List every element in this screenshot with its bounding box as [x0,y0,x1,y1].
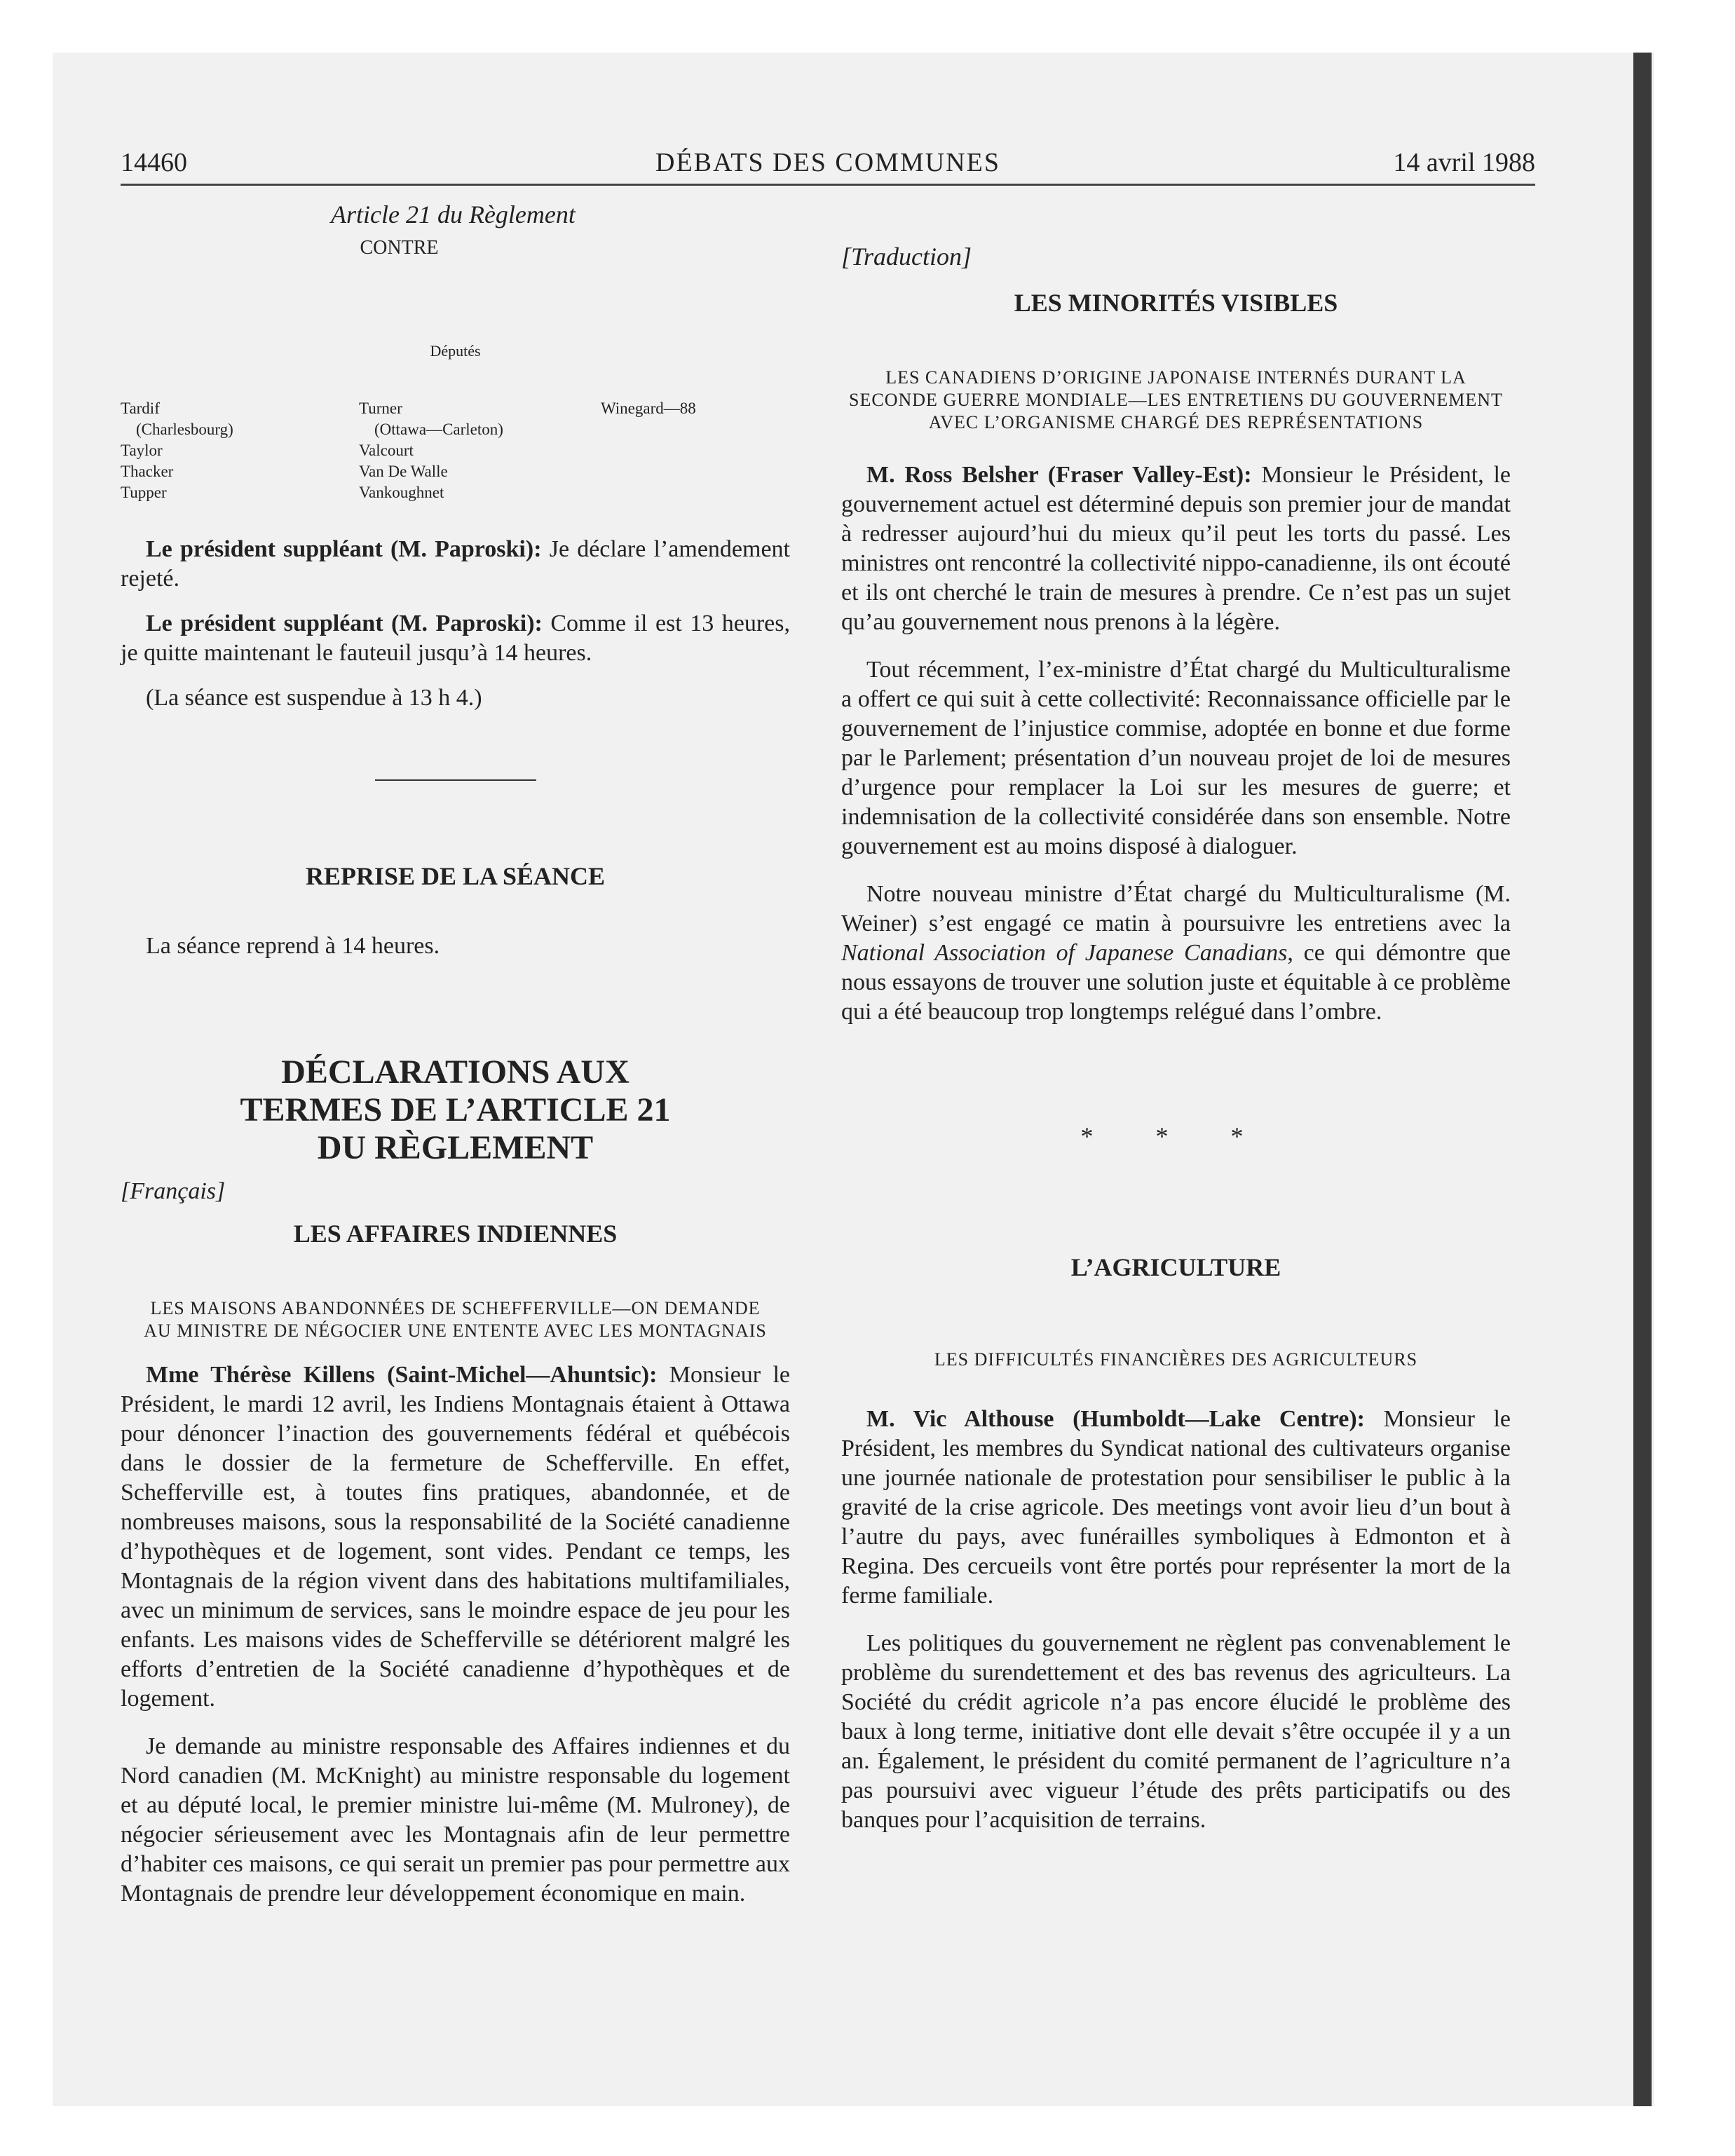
paragraph [121,1360,790,1714]
language-tag: [Français] [121,1178,226,1204]
agriculture-heading: L’AGRICULTURE [1070,1253,1281,1281]
maisons-subheading: LES MAISONS ABANDONNÉES DE SCHEFFERVILLE—ON DEMANDE AU MINISTRE DE NÉGOCIER UNE ENTENTE AVEC LES MONTAGNAIS [144,1298,767,1341]
vote-column-1 [121,398,233,503]
organisation-name: National Association of Japanese Canadians [841,940,1288,966]
speaker-name: Le président suppléant (M. Paproski): [146,610,543,636]
paragraph [841,460,1511,637]
page-number: 14460 [121,148,187,177]
left-column [121,200,790,1909]
vote-deputes-label: Députés [430,342,481,360]
speaker-name: M. Ross Belsher (Fraser Valley-Est): [866,462,1252,488]
paragraph: Les politiques du gouvernement ne règlent pas convenablement le problème du surendettement et des bas revenus des agriculteurs. La Société du crédit agricole n’a pas encore élucidé le problème des baux à long terme, initiative dont elle devait s’être occupée il y a un an. Également, le président du comité permanent de l’agriculture n’a pas poursuivi avec vigueur l’étude des prêts participatifs ou des banques pour l’acquisition de terrains. [841,1630,1511,1833]
vote-name: Valcourt [359,442,414,459]
reprise-heading: REPRISE DE LA SÉANCE [305,862,606,890]
paragraph [121,609,790,668]
language-tag: [Traduction] [841,243,972,271]
minorites-heading: LES MINORITÉS VISIBLES [1014,289,1338,317]
paragraph-text: Je déclare l’amendement rejeté. [121,536,790,592]
section-divider [375,779,536,781]
vote-name: Thacker [121,463,174,480]
vote-contre-label: CONTRE [360,237,439,259]
vote-name: Tupper [121,484,167,501]
section-stars: * * * [1080,1122,1272,1150]
paragraph-text: Monsieur le Président, le mardi 12 avril, les Indiens Montagnais étaient à Ottawa pour dénoncer l’inaction des gouvernements fédéral et québécois dans le dossier de la fermeture de Schefferville. En effet, Schefferville est, à toutes fins pratiques, abandonnée, et de nombreuses maisons, sous la responsabilité de la Société canadienne d’hypothèques et de logement, sont vides. Pendant ce temps, les Montagnais de la région vivent dans des habitations multifamiliales, avec un minimum de services, sans le moindre espace de jeu pour les enfants. Les maisons vides de Schefferville se détériorent malgré les efforts d’entretien de la Société canadienne d’hypothèques et de logement. [121,1362,790,1712]
paragraph [841,1405,1511,1611]
vote-name: Vankoughnet [359,484,444,501]
speaker-name: Mme Thérèse Killens (Saint-Michel—Ahuntsic): [146,1362,658,1388]
paragraph: Je demande au ministre responsable des Affaires indiennes et du Nord canadien (M. McKnight) au ministre responsable du logement et au député local, le premier ministre lui-même (M. Mulroney), de négocier sérieusement avec les Montagnais afin de leur permettre d’habiter ces maisons, ce qui serait un premier pas pour permettre aux Montagnais de prendre leur développement économique en main. [121,1733,790,1906]
affaires-heading: LES AFFAIRES INDIENNES [293,1220,618,1248]
vote-name: (Ottawa—Carleton) [374,421,503,438]
reprise-text: La séance reprend à 14 heures. [146,933,440,959]
vote-name: Taylor [121,442,163,459]
publication-title: DÉBATS DES COMMUNES [655,148,1000,177]
vote-name: Tardif [121,400,160,417]
speaker-name: Le président suppléant (M. Paproski): [146,536,542,562]
paragraph [121,535,790,594]
page-header [121,149,1535,186]
paragraph [841,880,1511,1027]
vote-column-2 [359,398,503,503]
scan-edge [1633,53,1652,2106]
page-date: 14 avril 1988 [1393,148,1535,177]
vote-name: Winegard—88 [601,400,696,417]
paragraph-text: Notre nouveau ministre d’État chargé du Multiculturalisme (M. Weiner) s’est engagé ce matin à poursuivre les entretiens avec la [841,881,1511,936]
right-column [841,200,1511,1835]
agriculture-subheading: LES DIFFICULTÉS FINANCIÈRES DES AGRICULTEURS [934,1349,1418,1370]
declarations-heading: DÉCLARATIONS AUX TERMES DE L’ARTICLE 21 DU RÈGLEMENT [240,1053,671,1166]
suspension-note: (La séance est suspendue à 13 h 4.) [146,685,482,711]
vote-column-3 [601,398,696,419]
vote-name: Turner [359,400,402,417]
speaker-name: M. Vic Althouse (Humboldt—Lake Centre): [866,1406,1366,1432]
paragraph: Tout récemment, l’ex-ministre d’État chargé du Multiculturalisme a offert ce qui suit à cette collectivité: Reconnaissance officielle par le gouvernement de l’injustice commise, adoptée en bonne et due forme par le Parlement; présentation d’un nouveau projet de loi de mesures d’urgence pour remplacer la Loi sur les mesures de guerre; et indemnisation de la collectivité considérée dans son ensemble. Notre gouvernement est au moins disposé à dialoguer. [841,657,1511,859]
vote-list [121,398,790,521]
paragraph-text: Monsieur le Président, les membres du Syndicat national des cultivateurs organise une journée nationale de protestation pour sensibiliser le public à la gravité de la crise agricole. Des meetings vont avoir lieu d’un bout à l’autre du pays, avec funérailles symboliques à Edmonton et à Regina. Des cercueils vont être portés pour représenter la mort de la ferme familiale. [841,1406,1511,1609]
minorites-subheading: LES CANADIENS D’ORIGINE JAPONAISE INTERNÉS DURANT LA SECONDE GUERRE MONDIALE—LES ENTRETIENS DU GOUVERNEMENT AVEC L’ORGANISME CHARGÉ DES REPRÉSENTATIONS [849,367,1503,432]
paragraph-text: Comme il est 13 heures, je quitte maintenant le fauteuil jusqu’à 14 heures. [121,610,790,666]
vote-name: Van De Walle [359,463,448,480]
paragraph-text: , ce qui démontre que nous essayons de trouver une solution juste et équitable à ce problème qui a été beaucoup trop longtemps relégué dans l’ombre. [841,940,1511,1025]
article-title: Article 21 du Règlement [331,200,576,228]
paragraph-text: Monsieur le Président, le gouvernement actuel est déterminé depuis son premier jour de mandat à redresser aujourd’hui du mieux qu’il peut les torts du passé. Les ministres ont rencontré la collectivité nippo-canadienne, ils ont écouté et ils ont cherché le train de mesures à prendre. Ce n’est pas un sujet qu’au gouvernement nous prenons à la légère. [841,462,1511,635]
vote-name: (Charlesbourg) [136,421,233,438]
